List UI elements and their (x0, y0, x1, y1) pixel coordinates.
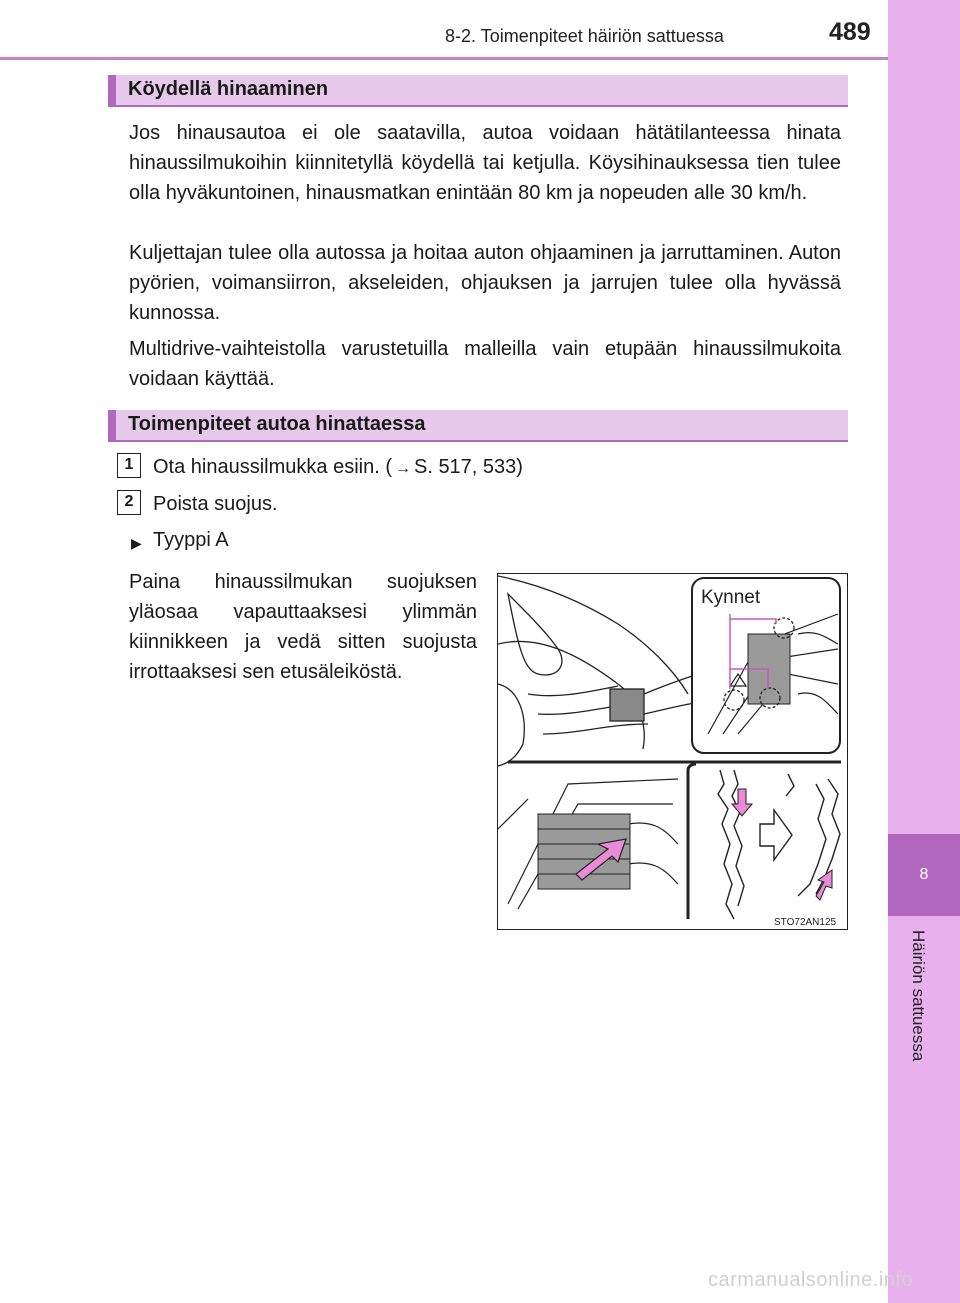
right-arrow-icon: → (394, 460, 411, 477)
page-header-title: 8-2. Toimenpiteet häiriön sattuessa (445, 26, 724, 46)
step-2-text: Poista suojus. (153, 493, 278, 515)
release-arrow-icon (816, 870, 832, 900)
section-heading-towing-rope (108, 75, 848, 107)
section-title: Köydellä hinaaminen (128, 78, 329, 100)
chapter-number: 8 (919, 866, 929, 883)
small-grille-block (610, 689, 644, 721)
sequence-arrow-icon (760, 810, 792, 860)
page-number: 489 (829, 18, 871, 46)
wheel-arch (498, 684, 524, 766)
illustration-drawing (498, 574, 848, 930)
step-1-badge: 1 (117, 453, 141, 478)
headlight-outline (508, 594, 562, 675)
paragraph-driver-requirements: Kuljettajan tulee olla autossa ja hoitaa auton ohjaaminen ja jarruttaminen. Auton pyörien, voimansiirron, akseleiden, ohjauksen ja jarrujen tulee olla hyvässä kunnossa. (129, 242, 841, 324)
step-1-text-before: Ota hinaussilmukka esiin. ( (153, 456, 392, 478)
step-1-text (153, 456, 523, 479)
cover-section-before (718, 770, 734, 919)
paragraph-towing-conditions: Jos hinausautoa ei ole saatavilla, autoa voidaan hätätilanteessa hinata hinaussilmukoihin kiinnitetyllä köydellä tai ketjulla. Köysihinauksessa tien tulee olla hyväkuntoinen, hinausmatkan enintään 80 km ja nopeuden alle 30 km/h. (129, 122, 841, 204)
subheading-type-a: Tyyppi A (153, 529, 229, 551)
paragraph-multidrive-note: Multidrive-vaihteistolla varustetuilla malleilla vain etupään hinaussilmukoita voidaan käyttää. (129, 338, 841, 390)
cover-removal-illustration (497, 573, 848, 930)
step-2-badge: 2 (117, 490, 141, 515)
section-title: Toimenpiteet autoa hinattaessa (128, 413, 426, 435)
watermark: carmanualsonline.info (708, 1269, 914, 1291)
inset-label-claws: Kynnet (701, 587, 761, 608)
chapter-number-box[interactable] (888, 834, 960, 916)
section-heading-towing-steps (108, 410, 848, 442)
side-tab (888, 0, 960, 1303)
paragraph-cover-removal: Paina hinaussilmukan suojuksen yläosaa vapauttaaksesi ylimmän kiinnikkeen ja vedä sitten suojusta irrottaaksesi sen etusäleiköstä. (129, 571, 477, 683)
figure-code: STO72AN125 (774, 917, 837, 928)
step-1-page-reference[interactable]: S. 517, 533) (413, 456, 523, 478)
triangle-bullet-icon: ▶ (131, 535, 142, 551)
header-divider (0, 57, 888, 60)
chapter-side-label: Häiriön sattuessa (909, 930, 928, 1062)
